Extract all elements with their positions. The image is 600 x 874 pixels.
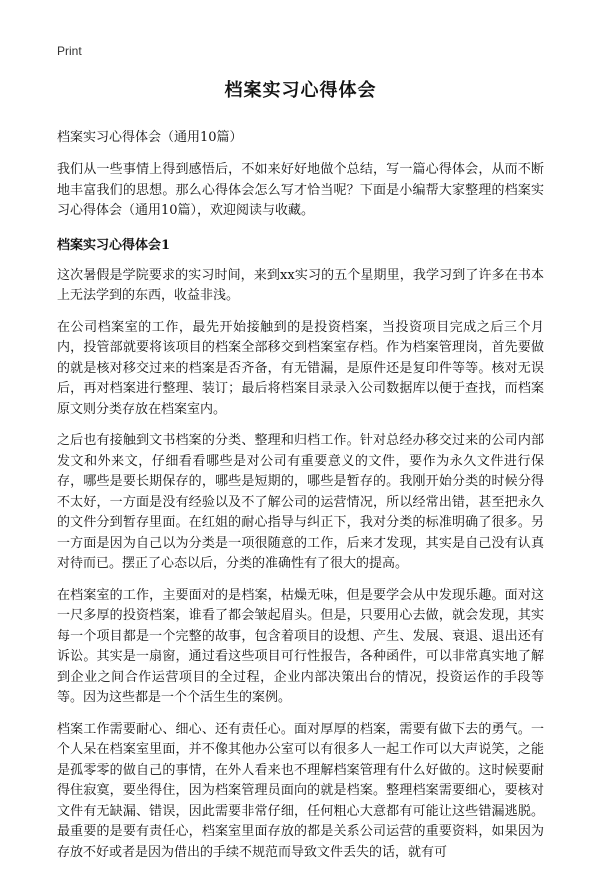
section-heading: 档案实习心得体会1 [57,237,171,253]
paragraph: 这次暑假是学院要求的实习时间，来到xx实习的五个星期里，我学习到了许多在书本上无法学到的东西，收益非浅。 [57,267,544,303]
paragraph: 在公司档案室的工作，最先开始接触到的是投资档案，当投资项目完成之后三个月内，投管部就要将该项目的档案全部移交到档案室存档。作为档案管理岗，首先要做的就是核对移交过来的档案是否齐备，有无错漏，是原件还是复印件等等。核对无误后，再对档案进行整理、装订；最后将档案目录录入公司数据库以便于查找，而档案原文则分类存放在档案室内。 [57,319,544,417]
paragraph: 档案工作需要耐心、细心、还有责任心。面对厚厚的档案，需要有做下去的勇气。一个人呆在档案室里面，并不像其他办公室可以有很多人一起工作可以大声说笑，之能是孤零零的做自己的事情，在外人看来也不理解档案管理有什么好做的。这时候要耐得住寂寞，要坐得住，因为档案管理员面向的就是档案。整理档案需要细心，要核对文件有无缺漏、错误，因此需要非常仔细，任何粗心大意都有可能让这些错漏逃脱。最重要的是要有责任心，档案室里面存放的都是关系公司运营的重要资料，如果因为存放不好或者是因为借出的手续不规范而导致文件丢失的话，就有可 [57,721,544,860]
document-body [57,78,544,874]
print-link[interactable]: Print [57,44,82,58]
intro-paragraph: 我们从一些事情上得到感悟后，不如来好好地做个总结，写一篇心得体会，从而不断地丰富我们的思想。那么心得体会怎么写才恰当呢？下面是小编帮大家整理的档案实习心得体会（通用10篇），欢迎阅读与收藏。 [57,162,544,218]
paragraph: 在档案室的工作，主要面对的是档案，枯燥无味，但是要学会从中发现乐趣。面对这一尺多厚的投资档案，谁看了都会皱起眉头。但是，只要用心去做，就会发现，其实每一个项目都是一个完整的故事，包含着项目的设想、产生、发展、衰退、退出还有诉讼。其实是一扇窗，通过看这些项目可行性报告，各种函件，可以非常真实地了解到企业之间合作运营项目的全过程，企业内部决策出台的情况，投资运作的手段等等。因为这些都是一个个活生生的案例。 [57,587,544,705]
page-title: 档案实习心得体会 [224,80,377,101]
paragraph: 之后也有接触到文书档案的分类、整理和归档工作。针对总经办移交过来的公司内部发文和外来文，仔细看看哪些是对公司有重要意义的文件，要作为永久文件进行保存，哪些是要长期保存的，哪些是短期的，哪些是暂存的。我刚开始分类的时候分得不太好，一方面是没有经验以及不了解公司的运营情况，所以经常出错，甚至把永久的文件分到暂存里面。在红姐的耐心指导与纠正下，我对分类的标准明确了很多。另一方面是因为自己以为分类是一项很随意的工作，后来才发现，其实是自己没有认真对待而已。摆正了心态以后，分类的准确性有了很大的提高。 [57,433,544,571]
document-subtitle: 档案实习心得体会（通用10篇） [57,130,243,145]
